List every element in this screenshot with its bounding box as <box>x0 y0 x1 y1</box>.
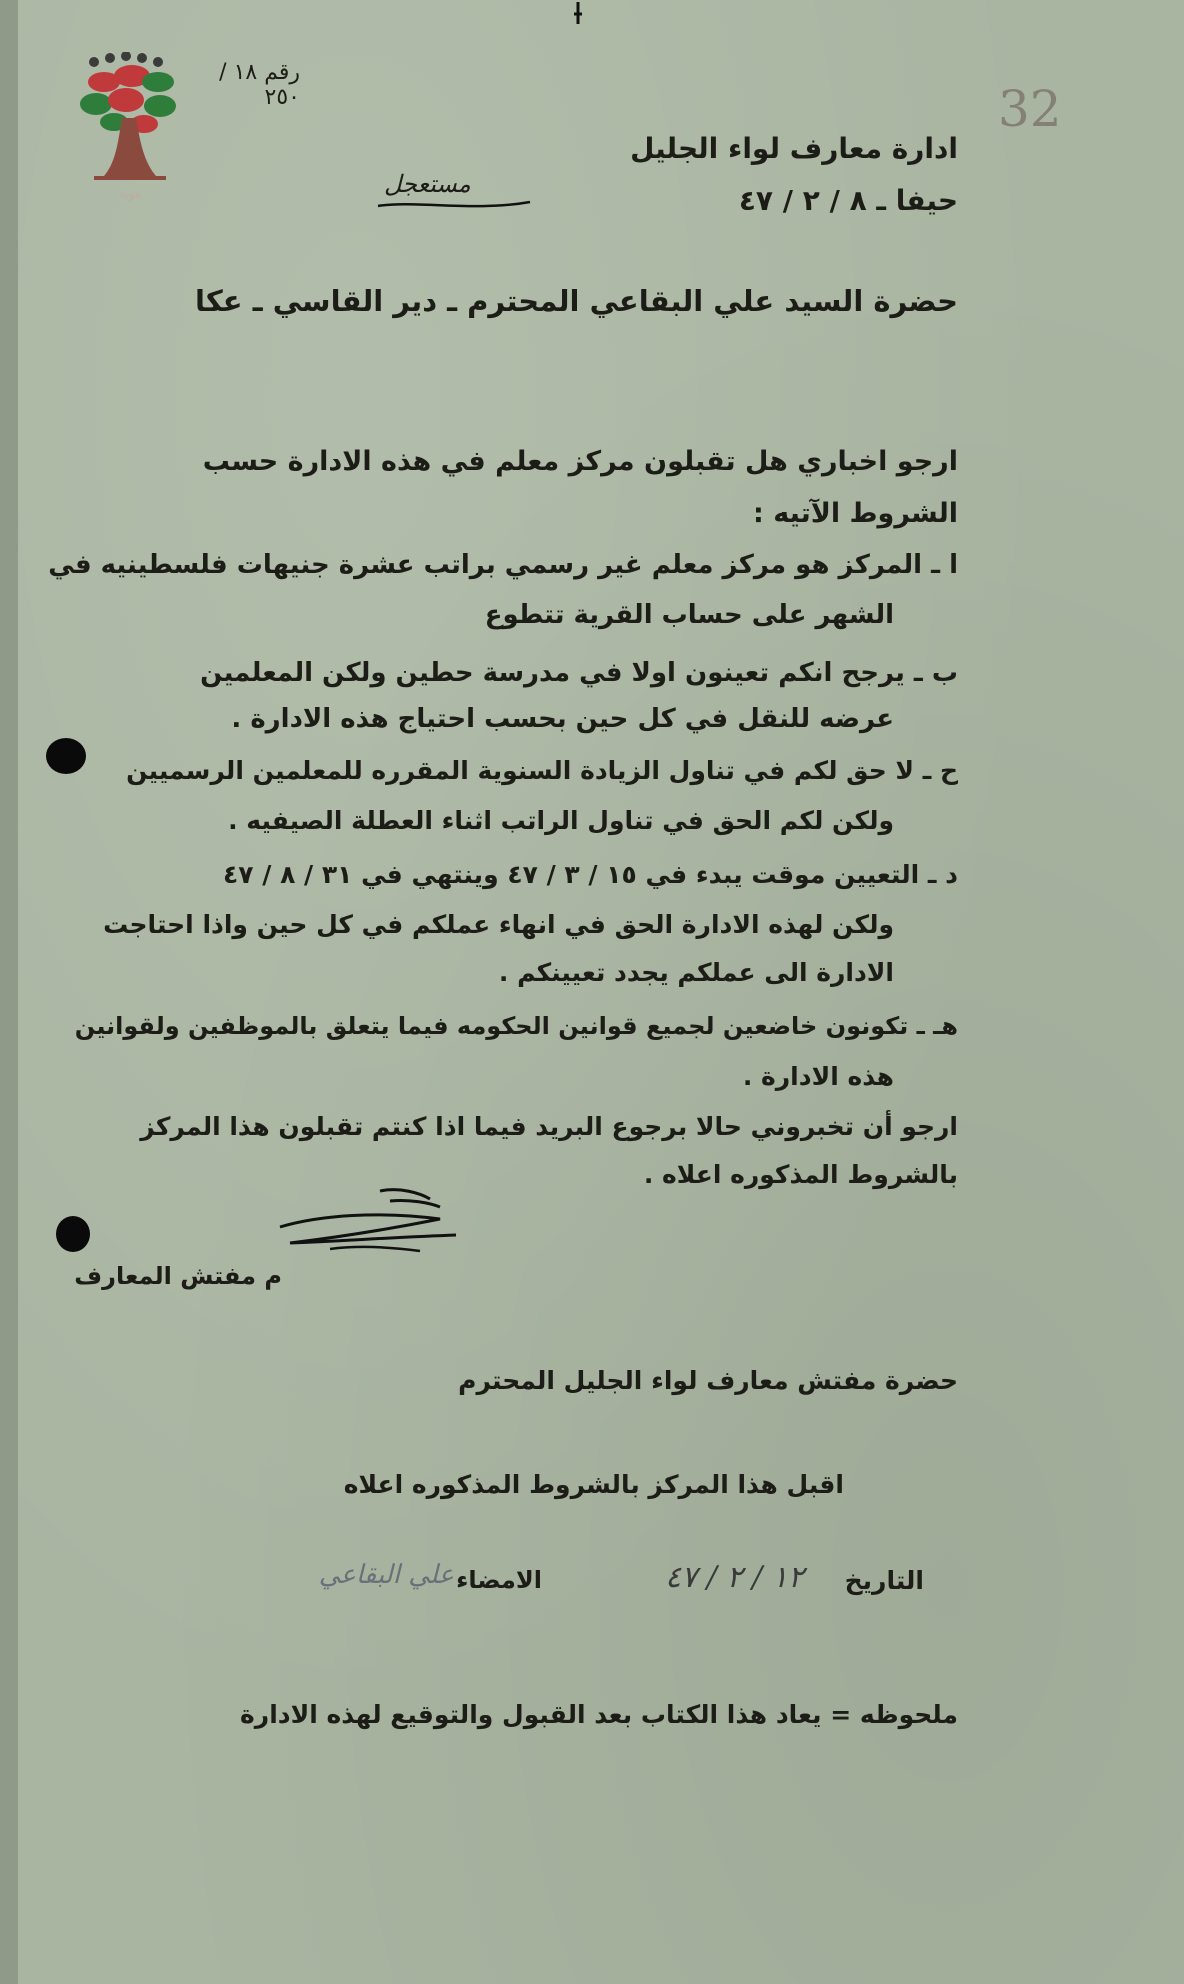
condition-b-line-2: عرضه للنقل في كل حين بحسب احتياج هذه الادارة . <box>231 704 894 734</box>
punch-hole-lower <box>56 1216 90 1252</box>
top-ink-mark <box>572 0 584 28</box>
condition-c-line-1: ح ـ لا حق لكم في تناول الزيادة السنوية المقرره للمعلمين الرسميين <box>126 756 958 785</box>
signatory-title: م مفتش المعارف <box>74 1262 282 1290</box>
urgent-mark <box>374 160 534 216</box>
punch-hole-upper <box>46 738 86 774</box>
archive-tree-logo <box>74 52 186 202</box>
issuing-office: ادارة معارف لواء الجليل <box>630 132 958 165</box>
place-and-date: حيفا ـ ٨ / ٢ / ٤٧ <box>738 184 958 217</box>
condition-e-line-1: هـ ـ تكونون خاضعين لجميع قوانين الحكومه فيما يتعلق بالموظفين ولقوانين <box>74 1012 958 1040</box>
svg-text:هوية: هوية <box>118 187 142 201</box>
closing-line-1: ارجو أن تخبروني حالا برجوع البريد فيما اذا كنتم تقبلون هذا المركز <box>140 1112 958 1141</box>
condition-c-line-2: ولكن لكم الحق في تناول الراتب اثناء العطلة الصيفيه . <box>228 806 894 835</box>
acceptance-date-value: ١٢ / ٢ / ٤٧ <box>665 1560 804 1595</box>
acceptance-addressee: حضرة مفتش معارف لواء الجليل المحترم <box>458 1366 958 1395</box>
acceptance-signature-name: علي البقاعي <box>318 1560 454 1590</box>
condition-d-line-3: الادارة الى عملكم يجدد تعيينكم . <box>498 958 894 987</box>
archive-page-number: 32 <box>998 80 1062 138</box>
paper-left-edge <box>0 0 18 1984</box>
addressee-line: حضرة السيد علي البقاعي المحترم ـ دير القاسي ـ عكا <box>195 284 958 318</box>
acceptance-signature-label: الامضاء <box>456 1566 542 1594</box>
closing-line-2: بالشروط المذكوره اعلاه . <box>643 1160 958 1189</box>
intro-line-1: ارجو اخباري هل تقبلون مركز معلم في هذه الادارة حسب <box>202 446 958 477</box>
condition-a-line-1: ا ـ المركز هو مركز معلم غير رسمي براتب عشرة جنيهات فلسطينيه في <box>48 550 958 580</box>
acceptance-statement: اقبل هذا المركز بالشروط المذكوره اعلاه <box>343 1470 844 1499</box>
condition-d-line-2: ولكن لهذه الادارة الحق في انهاء عملكم في كل حين واذا احتاجت <box>103 910 894 939</box>
return-note: ملحوظه = يعاد هذا الكتاب بعد القبول والتوقيع لهذه الادارة <box>240 1700 958 1729</box>
condition-a-line-2: الشهر على حساب القرية تتطوع <box>484 600 894 630</box>
reference-number: رقم ١٨ / ٢٥٠ <box>219 60 300 110</box>
inspector-signature <box>270 1185 460 1265</box>
condition-e-line-2: هذه الادارة . <box>742 1062 894 1091</box>
urgent-underline <box>374 196 534 216</box>
condition-d-line-1: د ـ التعيين موقت يبدء في ١٥ / ٣ / ٤٧ وينتهي في ٣١ / ٨ / ٤٧ <box>222 860 958 889</box>
condition-b-line-1: ب ـ يرجح انكم تعينون اولا في مدرسة حطين ولكن المعلمين <box>200 658 958 688</box>
intro-line-2: الشروط الآتيه : <box>753 498 958 529</box>
acceptance-date-label: التاريخ <box>844 1566 924 1595</box>
urgent-word: مستعجل <box>384 170 471 198</box>
